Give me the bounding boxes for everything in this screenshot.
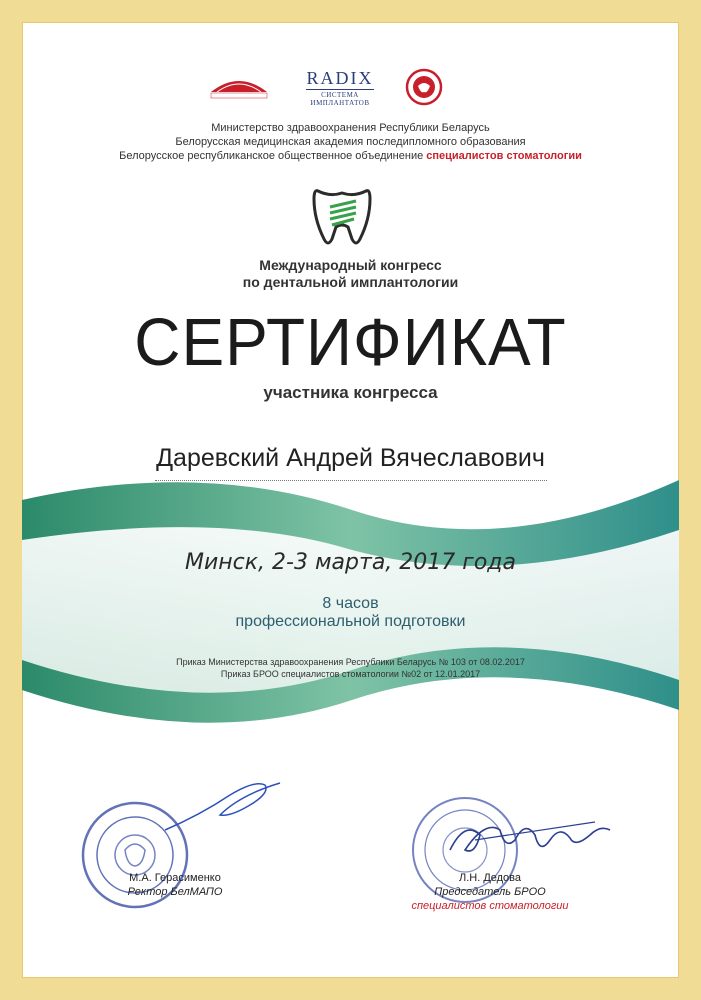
left-signer-role: Ректор БелМАПО	[127, 886, 223, 898]
place-date: Минск, 2-3 марта, 2017 года	[185, 550, 516, 575]
name-underline	[155, 480, 547, 481]
radix-logo-subtitle: СИСТЕМА ИМПЛАНТАТОВ	[310, 91, 370, 107]
organizer-association	[0, 149, 701, 163]
left-signer	[100, 871, 250, 899]
organizer-academy: Белорусская медицинская академия последипломного образования	[175, 136, 526, 148]
certificate-subtitle: участника конгресса	[263, 383, 438, 402]
left-signer-name: М.А. Герасименко	[129, 872, 221, 884]
order-association: Приказ БРОО специалистов стоматологии №02 от 12.01.2017	[220, 669, 481, 679]
radix-logo	[300, 68, 380, 107]
hours-line-1: 8 часов	[322, 595, 379, 612]
organizer-association-highlight: специалистов стоматологии	[426, 150, 582, 162]
right-signer-role: Председатель БРОО	[434, 886, 546, 898]
orders-block	[0, 656, 701, 680]
logo-row	[0, 66, 701, 106]
recipient-name: Даревский Андрей Вячеславович	[156, 444, 545, 472]
radix-logo-word: RADIX	[306, 68, 374, 88]
order-ministry: Приказ Министерства здравоохранения Республики Беларусь № 103 от 08.02.2017	[176, 657, 525, 667]
left-signature	[160, 775, 290, 835]
society-logo	[405, 68, 443, 106]
right-signature	[445, 810, 615, 870]
right-signer-role-2: специалистов стоматологии	[411, 900, 569, 912]
organizers-block	[0, 121, 701, 163]
organizer-association-prefix: Белорусское республиканское общественное объединение	[119, 150, 424, 162]
right-signer-name: Л.Н. Дедова	[458, 872, 522, 884]
right-signer	[400, 871, 580, 913]
organizer-ministry: Министерство здравоохранения Республики Беларусь	[211, 122, 490, 134]
congress-line-1: Международный конгресс	[259, 257, 442, 273]
hours-block	[0, 595, 701, 631]
academy-logo	[207, 72, 271, 100]
congress-title	[0, 257, 701, 291]
congress-line-2: по дентальной имплантологии	[242, 274, 459, 290]
hours-line-2: профессиональной подготовки	[235, 613, 466, 630]
certificate-title: СЕРТИФИКАТ	[134, 304, 567, 380]
tooth-icon	[310, 185, 374, 251]
